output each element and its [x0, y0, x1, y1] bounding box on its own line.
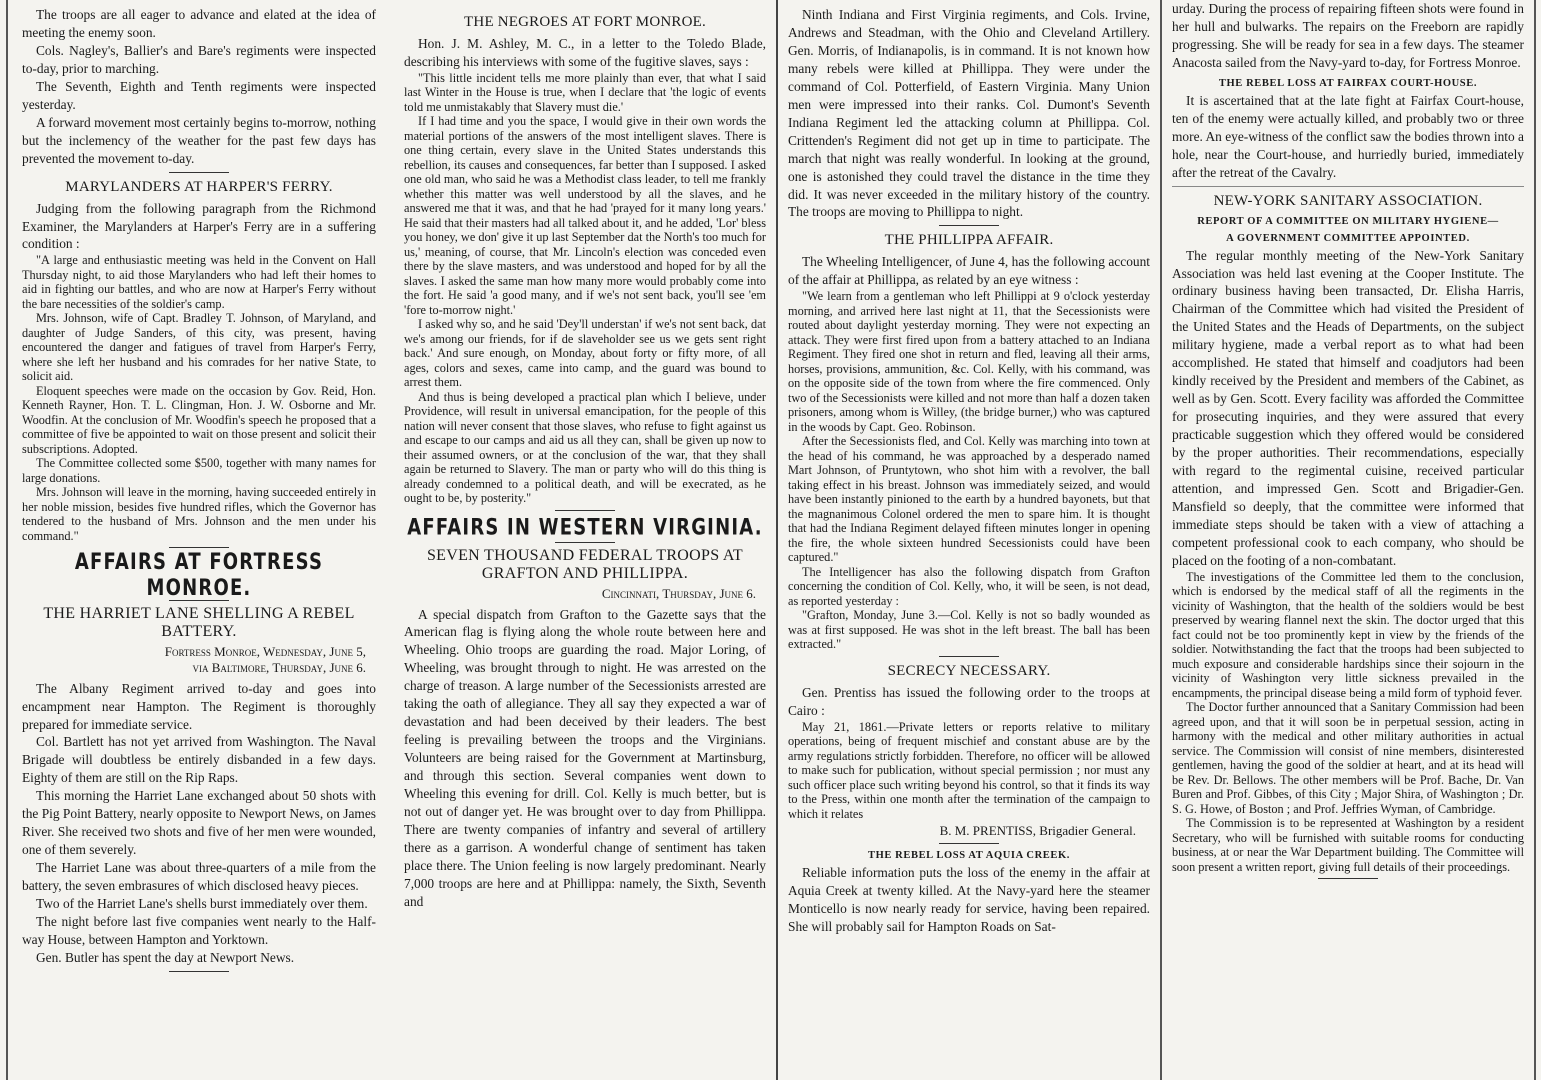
paragraph: The troops are all eager to advance and elated at the idea of meeting the enemy soon.	[22, 7, 376, 40]
paragraph: Two of the Harriet Lane's shells burst immediately over them.	[36, 896, 368, 912]
paragraph: The night before last five companies went nearly to the Half-way House, between Hampton and Yorktown.	[22, 914, 376, 947]
headline-sanitary-association: NEW-YORK SANITARY ASSOCIATION.	[1213, 192, 1483, 209]
paragraph: May 21, 1861.—Private letters or reports relative to military operations, being of frequent mischief and constant abuse are by the army regulations strictly forbidden. Therefore, no officer will be allowed to make such for publication, without special permission ; nor must any such officer place such writing beyond his control, so that it finds its way to the Press, within one month after the termination of the campaign to which it relates	[788, 719, 1150, 821]
paragraph: Eloquent speeches were made on the occasion by Gov. Reid, Hon. Kenneth Rayner, Hon. T. L. Clingman, Hon. J. W. Osborne and Mr. Woodfin. At the conclusion of Mr. Woodfin's speech he proposed that a committee of five be appointed to wait on those present and solicit their subscriptions. Adopted.	[22, 383, 376, 456]
dateline-line-1: Fortress Monroe, Wednesday, June 5,	[164, 644, 366, 660]
headline-phillippa-affair: THE PHILLIPPA AFFAIR.	[884, 232, 1054, 249]
divider	[169, 172, 229, 173]
paragraph: Reliable information puts the loss of the enemy in the affair at Aquia Creek at twenty killed. At the Navy-yard here the steamer Monticello is now nearly ready for service, having been repaired. She will probably sail for Hampton Roads on Sat-	[788, 865, 1150, 935]
column-2	[392, 0, 774, 1080]
headline-fairfax-court-house: THE REBEL LOSS AT FAIRFAX COURT-HOUSE.	[1218, 77, 1478, 89]
paragraph: Mrs. Johnson will leave in the morning, having succeeded entirely in her noble mission, besides five hundred rifles, which the Governor has tendered to the husband of Mrs. Johnson and the men under his command."	[22, 485, 376, 543]
divider	[555, 542, 615, 543]
divider	[169, 971, 229, 972]
column-4	[1160, 0, 1536, 1080]
paragraph: "We learn from a gentleman who left Phillippi at 9 o'clock yesterday morning, and arrived here last night at 11, that the Secessionists were routed about daylight yesterday morning. They were not expecting an attack. They were first fired upon from a battery attached to an Indiana Regiment. They fired one shot in return and fled, leaving all their arms, horses, provisions, ammunition, &c. Col. Kelly, with his command, was on the opposite side of the town from where the fire commenced. Only two of the Secessionists were killed and not more than half a dozen taken prisoners, among whom is Willey, (the bridge burner,) who was captured in the woods by Capt. Geo. Robinson.	[788, 289, 1150, 434]
paragraph: The Albany Regiment arrived to-day and goes into encampment near Hampton. The Regiment is thoroughly prepared for immediate service.	[22, 680, 376, 732]
headline-marylanders: MARYLANDERS AT HARPER'S FERRY.	[65, 178, 333, 195]
paragraph: Mrs. Johnson, wife of Capt. Bradley T. Johnson, of Maryland, and daughter of Judge Sanders, of this city, was present, having encountered the danger and fatigues of travel from Harper's Ferry, where she left her husband and his comrades for her native State, to solicit aid.	[22, 311, 376, 384]
headline-negroes-fort-monroe: THE NEGROES AT FORT MONROE.	[464, 14, 706, 30]
divider	[1172, 186, 1524, 187]
subheadline-seven-thousand-troops: SEVEN THOUSAND FEDERAL TROOPS AT GRAFTON AND PHILLIPPA.	[426, 546, 743, 582]
paragraph: A special dispatch from Grafton to the Gazette says that the American flag is flying along the whole route between here and Wheeling. Ohio troops are guarding the road. Major Loring, of Wheeling, was brought through to night. He was arrested on the charge of treason. A large number of the Secessionists arrested are taking the oath of allegiance. They all say they expected a war of devastation and had been deceived by their leaders. The best feeling is prevailing between the troops and the Virginians. Volunteers are being raised for the Government at Martinsburg, and through this section. Several companies went down to Wheeling this evening for drill. Col. Kelly is much better, but is not out of danger yet. He was brought over to day from Phillippa. There are twenty companies of infantry and several of artillery there as a garrison. A wonderful change of sentiment has taken place there. The Union feeling is now largely predominant. Nearly 7,000 troops are here and at Phillippa: namely, the Sixth, Seventh and	[404, 606, 766, 909]
paragraph: "A large and enthusiastic meeting was held in the Convent on Hall Thursday night, to aid those Marylanders who had left their homes to aid in fighting our battles, and who are now at Harper's Ferry without the bare necessities of the soldier's camp.	[22, 253, 376, 311]
dateline: Cincinnati, Thursday, June 6.	[601, 585, 756, 601]
paragraph: The Commission is to be represented at Washington by a resident Secretary, who will be furnished with suitable rooms for conducting business, at or near the War Department building. The Committee will soon present a written report, giving full details of their proceedings.	[1172, 816, 1524, 874]
subheadline-harriet-lane: THE HARRIET LANE SHELLING A REBEL BATTERY.	[43, 605, 355, 641]
paragraph: "This little incident tells me more plainly than ever, that what I said last Winter in the House is true, when I declare that 'the logic of events told me unmistakably that Slavery must die.'	[404, 70, 766, 114]
paragraph: Cols. Nagley's, Ballier's and Bare's regiments were inspected to-day, prior to marching.	[22, 42, 376, 76]
subheadline-military-hygiene: REPORT OF A COMMITTEE ON MILITARY HYGIENE—	[1197, 215, 1499, 227]
signature: B. M. PRENTISS, Brigadier General.	[939, 823, 1136, 839]
paragraph: Ninth Indiana and First Virginia regiments, and Cols. Irvine, Andrews and Steadman, with the Ohio and Cleveland Artillery. Gen. Morris, of Indianapolis, is in command. It is not known how many rebels were killed at Phillippa. They were under the command of Col. Potterfield, of Eastern Virginia. Many Union men were impressed into their ranks. Col. Dumont's Seventh Indiana Regiment led the attacking column at Phillippa. Col. Crittenden's Regiment did not get up in time to participate. The march that night was really wonderful. In looking at the ground, one is astonished they could travel the distance in the time they did. It was never exceeded in the military history of the country. The troops are moving to Phillippa to night.	[788, 7, 1150, 220]
paragraph: Col. Bartlett has not yet arrived from Washington. The Naval Brigade will doubtless be entirely disbanded in a few days. Eighty of them are still on the Rip Raps.	[22, 734, 376, 786]
paragraph: The investigations of the Committee led them to the conclusion, which is endorsed by the medical staff of all the regiments in the vicinity of Washington, that the health of the soldiers would be best preserved by wearing flannel next the skin. The doctor urged that this fact could not be too prominently kept in view by the friends of the soldier. Notwithstanding the fact that the troops had been subjected to much exposure and considerable hardships since their sojourn in the vicinity of Washington very little sickness prevailed in the encampments, the principal disease being a mild form of typhoid fever.	[1172, 569, 1524, 700]
paragraph: The Committee collected some $500, together with many names for large donations.	[22, 456, 376, 485]
paragraph: A forward movement most certainly begins to-morrow, nothing but the inclemency of the weather for the past few days has prevented the movement to-day.	[22, 114, 376, 166]
paragraph: The Harriet Lane was about three-quarters of a mile from the battery, the seven embrasures of which disclosed heavy pieces.	[22, 860, 376, 894]
paragraph: I asked why so, and he said 'Dey'll understan' if we's not sent back, dat we's among our friends, for if de slaveholder see us we gets sent right back.' And sure enough, on Monday, about forty or fifty more, of all ages, colors and sexes, came into camp, and the guard was bound to arrest them.	[404, 317, 766, 390]
column-3	[776, 0, 1158, 1080]
paragraph: "Grafton, Monday, June 3.—Col. Kelly is not so badly wounded as was at first supposed. He was shot in the left breast. The ball has been extracted."	[788, 608, 1150, 652]
paragraph: Hon. J. M. Ashley, M. C., in a letter to the Toledo Blade, describing his interviews with some of the fugitive slaves, says :	[404, 36, 766, 69]
paragraph: The Intelligencer has also the following dispatch from Grafton concerning the condition of Col. Kelly, who, it will be seen, is not dead, as reported yesterday :	[788, 564, 1150, 608]
paragraph: After the Secessionists fled, and Col. Kelly was marching into town at the head of his command, he was approached by a desperado named Mart Johnson, of Pruntytown, who shot him with a revolver, the ball taking effect in his breast. Johnson was immediately seized, and would have been instantly pinioned to the earth by a hundred bayonets, but that the magnanimous Colonel ordered the men to spare him. It is thought that had the Indiana Regiment delayed fifteen minutes longer in opening the fire, the whole sixteen hundred Secessionists could have been captured."	[788, 434, 1150, 565]
dateline-line-2: via Baltimore, Thursday, June 6.	[192, 660, 366, 676]
divider	[939, 225, 999, 226]
paragraph: Gen. Prentiss has issued the following order to the troops at Cairo :	[788, 684, 1150, 718]
paragraph: urday. During the process of repairing fifteen shots were found in her hull and bulwarks. The repairs on the Freeborn are rapidly progressing. She will be ready for sea in a few days. The steamer Anacosta sailed from the Navy-yard to-day, for Fortress Monroe.	[1172, 1, 1524, 70]
divider	[555, 510, 615, 511]
paragraph: The Seventh, Eighth and Tenth regiments were inspected yesterday.	[22, 78, 376, 112]
headline-fortress-monroe: AFFAIRS AT FORTRESS MONROE.	[74, 549, 324, 602]
paragraph: The regular monthly meeting of the New-York Sanitary Association was held last evening at the Cooper Institute. The ordinary business having been transacted, Dr. Elisha Harris, Chairman of the Committee which had visited the President of the United States and the Heads of Departments, on the subject military hygiene, made a verbal report as to what had been accomplished. He stated that himself and coadjutors had been kindly received by the President and members of the Cabinet, as well as by Gen. Scott. Every facility was afforded the Committee for prosecuting inquiries, and they were assured that every practicable suggestion which they offered would be considered by the proper authorities. Their recommendations, especially with regard to the regimental cuisine, received particular attention, and impressed Gen. Scott and Brigadier-Gen. Mansfield so deeply, that the committee were informed that immediate steps should be taken with a view of attaching a competent professional cook to each company, who should be placed on the footing of a non-combatant.	[1172, 247, 1524, 568]
headline-western-virginia: AFFAIRS IN WESTERN VIRGINIA.	[407, 514, 763, 541]
divider	[1318, 878, 1378, 879]
paragraph: This morning the Harriet Lane exchanged about 50 shots with the Pig Point Battery, nearly opposite to Newport News, on James River. She received two shots and five of her men were wounded, one of them severely.	[22, 788, 376, 858]
paragraph: It is ascertained that at the late fight at Fairfax Court-house, ten of the enemy were actually killed, and probably two or three more. An eye-witness of the conflict saw the bodies thrown into a hole, near the Court-house, and hurriedly buried, immediately after the retreat of the Cavalry.	[1172, 92, 1524, 180]
dateline	[22, 644, 366, 675]
paragraph: If I had time and you the space, I would give in their own words the material portions of the answers of the most intelligent slaves. There is one thing certain, every slave in the United States understands this rebellion, its causes and consequences, far better than I supposed. I asked one old man, who said he was a Methodist class leader, to tell me frankly whether this matter was well understood by all the slaves, and he answered me that it was, and that he had 'prayed for it many long years.' He said that their masters had all talked about it, and he added, 'Lor' bless you honey, we don' give it up last September dat the North's too much for us,' meaning, of course, that Mr. Lincoln's election was conceded even there by the slave masters, and was understood and hoped for by all the slaves. I asked the same man how many more would probably come into the fort. He said 'a good many, and if we's not sent back, you'll see 'em 'fore to-morrow night.'	[404, 114, 766, 317]
divider	[939, 656, 999, 657]
paragraph: Gen. Butler has spent the day at Newport News.	[36, 949, 295, 965]
column-1	[6, 0, 384, 1080]
headline-aquia-creek: THE REBEL LOSS AT AQUIA CREEK.	[867, 850, 1070, 862]
subheadline-government-committee: A GOVERNMENT COMMITTEE APPOINTED.	[1226, 232, 1470, 244]
paragraph: The Doctor further announced that a Sanitary Commission had been agreed upon, and that it will soon be in perpetual session, acting in harmony with the medical and other military authorities in actual service. The Commission will consist of nine members, disinterested gentlemen, having the good of the soldier at heart, and at its head will be Rev. Dr. Bellows. The other members will be Prof. Bache, Dr. Van Buren and Prof. Gibbes, of this City ; Major Shira, of Washington ; Dr. S. G. Howe, of Boston ; and Prof. Jeffries Wyman, of Cambridge.	[1172, 700, 1524, 816]
divider	[939, 843, 999, 844]
paragraph: The Wheeling Intelligencer, of June 4, has the following account of the affair at Phillippa, as related by an eye witness :	[788, 254, 1150, 288]
paragraph: And thus is being developed a practical plan which I believe, under Providence, will result in universal emancipation, for the people of this nation will never consent that those slaves, who refuse to fight against us and escape to our camps and aid us all they can, shall be given up now to their assumed owners, or at the conclusion of the war, that they shall again be returned to Slavery. The man or party who will do this thing is already condemned to a political death, and will be execrated, as he ought to be, by posterity."	[404, 389, 766, 506]
headline-secrecy-necessary: SECRECY NECESSARY.	[887, 662, 1051, 679]
paragraph: Judging from the following paragraph from the Richmond Examiner, the Marylanders at Harper's Ferry are in a suffering condition :	[22, 200, 376, 252]
